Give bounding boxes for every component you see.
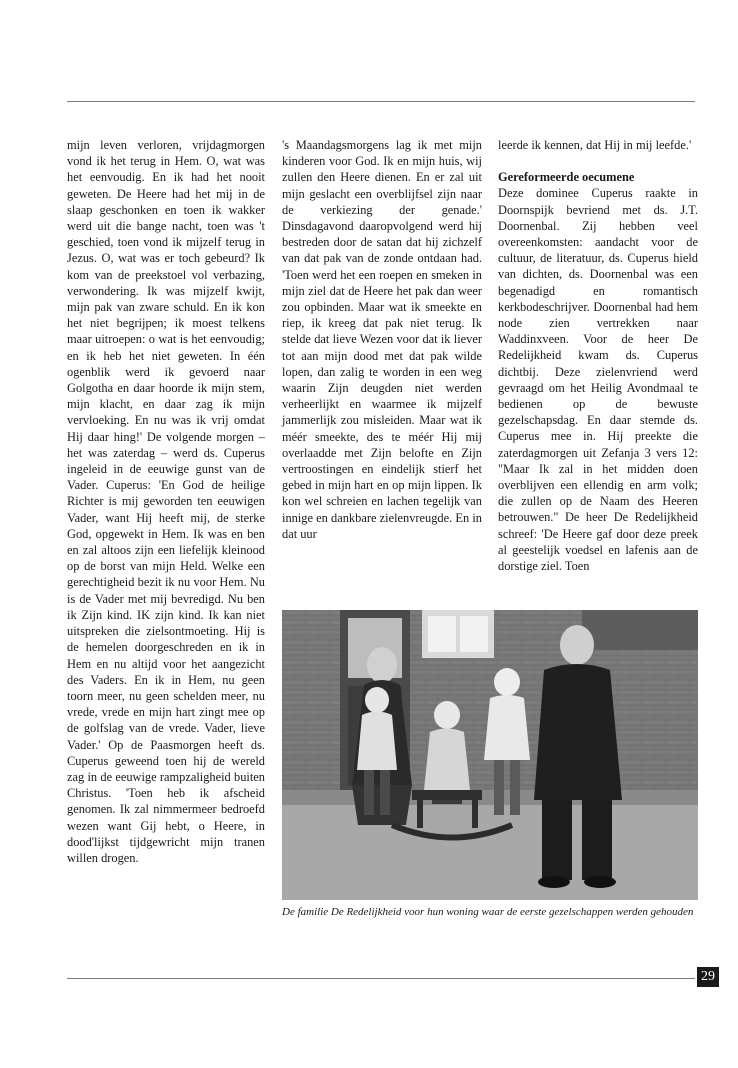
text-column-2	[282, 137, 482, 542]
column-2-text: 's Maandagsmorgens lag ik met mijn kinderen voor God. Ik en mijn huis, wij zullen den Heere dienen. En er zal uit mijn geslacht een overblijfsel zijn naar de verkiezing der genade.' Dinsdagavond daaropvolgend werd hij bestreden door de satan dat hij zichzelf van dat pak van de zonde ontdaan had. 'Toen werd het een roepen en smeken in mijn ziel dat de Heere het pak dan weer zou opbinden. Maar wat ik smeekte en riep, ik kreeg dat pak niet terug. Ik stelde dat lieve Wezen voor dat ik liever tot aan mijn dood met dat pak wilde lopen, dan zalig te worden in een weg waarin Zijn deugden niet werden verheerlijkt en waarmee ik mijzelf jammerlijk zou misleiden. Maar wat ik méér smeekte, des te méér Hij mij overlaadde met Zijn belofte en Zijn vertroostingen en eindelijk stierf het gebed in mijn hart en op mijn lippen. Ik kon wel schreien en lachen tegelijk van innige en dankbare zielenvreugde. En in dat uur	[282, 138, 482, 541]
page-number: 29	[697, 967, 719, 987]
column-1-text: mijn leven verloren, vrijdagmorgen vond ik het terug in Hem. O, wat was het eenvoudig. En ik had het nooit geweten. De Heere had het mij in de slaap geschonken en toen ik wakker werd uit die bange nacht, toen was 't geschied, toen vond ik mijzelf terug in Jezus. O, wat was er toch gebeurd? Ik kom van de preekstoel vol verbazing, verwondering. Ik was mijzelf kwijt, mijn pak van zware schuld. En ik kon het niet begrijpen; ik moest telkens maar uitroepen: o wat is het eenvoudig; en ik heb het niet geweten. In één ogenblik werd ik gevoerd naar Golgotha en daar hoorde ik mijn stem, mijn klacht, en daar zag ik mijn vervloeking. En nu was ik vrij omdat Hij daar hing!' De volgende morgen – het was zaterdag – werd ds. Cuperus ingeleid in de eeuwige gunst van de Vader. Cuperus: 'En God de heilige Richter is mij geworden ten eeuwigen Vader, want Hij heeft mij, de sterke God, opgewekt in Hem. Ik was en ben en zal altoos zijn een liefelijk kleinood op de borst van mijn Held. Welke een gerechtigheid bezit ik nu voor Hem. Nu is de Vader met mij bevredigd. Nu ben ik Zijn kind. IK zijn kind. Ik kan niet uitspreken die zielsontmoeting. Hij is de hemelen doorgeschreden en ik in Hem en nu altijd voor het aangezicht des Vaders. En ik in Hem, nu geen toorn meer, nu geen schelden meer, nu vrede, vrede en mijn hart zingt mee op de golfslag van de vrede. Vader, lieve Vader.' Op de Paasmorgen heeft ds. Cuperus geweend toen hij de wereld zag in de eeuwige rampzaligheid buiten Christus. 'Toen heb ik afscheid genomen. Ik zal nimmermeer bedroefd wezen want Gij hebt, o Heere, in dood'lijkst tijdgewricht mijn tranen willen drogen.	[67, 138, 265, 865]
photo-caption: De familie De Redelijkheid voor hun woning waar de eerste gezelschappen werden gehouden	[282, 906, 694, 918]
section-heading: Gereformeerde oecumene	[498, 170, 635, 185]
text-column-1	[67, 137, 265, 866]
top-rule	[67, 101, 695, 102]
column-3-body-text: Deze dominee Cuperus raakte in Doornspijk bevriend met ds. J.T. Doornenbal. Zij hebben veel overeenkomsten: aandacht voor de cultuur, de literatuur, ds. Cuperus hield van dichten, ds. Doornenbal was een begenadigd en romantisch kerkbodeschrijver. Doornenbal had hem node zien vertrekken naar Waddinxveen. Voor de heer De Redelijkheid kwam ds. Cuperus dichtbij. Deze zielenvriend werd gevraagd om het Heilig Avondmaal te bedienen op de bewuste gezelschapsdag. En daar stemde ds. Cuperus mee in. Hij preekte die zaterdagmorgen uit Zefanja 3 vers 12: "Maar Ik zal in het midden doen overblijven een ellendig en arm volk; die zullen op de Naam des Heeren betrouwen." De heer De Redelijkheid schreef: 'De Heere gaf door deze preek al geestelijk voedsel en lafenis aan de dorstige ziel. Toen	[498, 186, 698, 574]
column-3-top-text: leerde ik kennen, dat Hij in mij leefde.'	[498, 138, 692, 152]
text-column-3	[498, 137, 698, 574]
family-photo-image	[282, 610, 698, 900]
bottom-rule	[67, 978, 695, 979]
family-photo	[282, 610, 698, 900]
